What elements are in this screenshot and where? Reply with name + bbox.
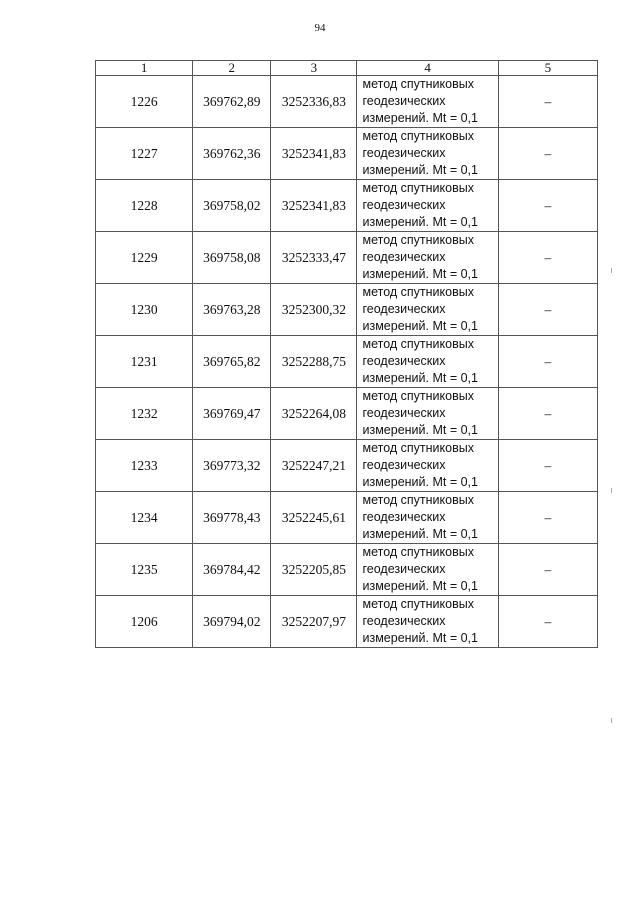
table-row (96, 76, 598, 128)
method-line: измерений. Mt = 0,1 (362, 163, 478, 177)
method-line: геодезических (362, 94, 446, 108)
point-number-cell: 1233 (96, 440, 193, 492)
x-coordinate-cell: 369765,82 (193, 336, 271, 388)
note-cell: – (498, 76, 597, 128)
method-line: измерений. Mt = 0,1 (362, 111, 478, 125)
method-line: геодезических (362, 198, 446, 212)
method-cell (357, 492, 498, 544)
table-row (96, 492, 598, 544)
method-cell (357, 388, 498, 440)
method-line: измерений. Mt = 0,1 (362, 371, 478, 385)
method-cell (357, 76, 498, 128)
note-cell: – (498, 232, 597, 284)
method-cell (357, 284, 498, 336)
y-coordinate-cell: 3252300,32 (271, 284, 357, 336)
y-coordinate-cell: 3252207,97 (271, 596, 357, 648)
method-line: метод спутниковых (362, 129, 474, 143)
point-number-cell: 1231 (96, 336, 193, 388)
method-line: метод спутниковых (362, 285, 474, 299)
table-row (96, 336, 598, 388)
note-cell: – (498, 180, 597, 232)
margin-mark (611, 718, 612, 723)
table-row (96, 596, 598, 648)
table-row (96, 180, 598, 232)
method-line: геодезических (362, 614, 446, 628)
method-line: геодезических (362, 146, 446, 160)
x-coordinate-cell: 369763,28 (193, 284, 271, 336)
point-number-cell: 1229 (96, 232, 193, 284)
method-cell (357, 440, 498, 492)
y-coordinate-cell: 3252247,21 (271, 440, 357, 492)
table-row (96, 284, 598, 336)
method-line: измерений. Mt = 0,1 (362, 475, 478, 489)
point-number-cell: 1230 (96, 284, 193, 336)
y-coordinate-cell: 3252333,47 (271, 232, 357, 284)
table-row (96, 544, 598, 596)
method-line: измерений. Mt = 0,1 (362, 423, 478, 437)
method-line: геодезических (362, 458, 446, 472)
header-col-2: 2 (193, 61, 271, 76)
table-header-row (96, 61, 598, 76)
method-line: геодезических (362, 354, 446, 368)
point-number-cell: 1206 (96, 596, 193, 648)
page-number: 94 (314, 22, 326, 34)
header-col-5: 5 (498, 61, 597, 76)
method-line: метод спутниковых (362, 545, 474, 559)
table-row (96, 388, 598, 440)
method-cell (357, 336, 498, 388)
y-coordinate-cell: 3252264,08 (271, 388, 357, 440)
x-coordinate-cell: 369762,36 (193, 128, 271, 180)
x-coordinate-cell: 369784,42 (193, 544, 271, 596)
method-line: измерений. Mt = 0,1 (362, 631, 478, 645)
table-row (96, 440, 598, 492)
x-coordinate-cell: 369758,08 (193, 232, 271, 284)
note-cell: – (498, 492, 597, 544)
point-number-cell: 1234 (96, 492, 193, 544)
point-number-cell: 1235 (96, 544, 193, 596)
header-col-4: 4 (357, 61, 498, 76)
method-line: измерений. Mt = 0,1 (362, 319, 478, 333)
method-cell (357, 180, 498, 232)
margin-mark (611, 488, 612, 493)
method-cell (357, 596, 498, 648)
x-coordinate-cell: 369769,47 (193, 388, 271, 440)
point-number-cell: 1232 (96, 388, 193, 440)
y-coordinate-cell: 3252288,75 (271, 336, 357, 388)
y-coordinate-cell: 3252205,85 (271, 544, 357, 596)
y-coordinate-cell: 3252341,83 (271, 128, 357, 180)
method-line: метод спутниковых (362, 181, 474, 195)
note-cell: – (498, 128, 597, 180)
method-line: метод спутниковых (362, 337, 474, 351)
note-cell: – (498, 388, 597, 440)
y-coordinate-cell: 3252336,83 (271, 76, 357, 128)
coordinates-table (95, 60, 598, 648)
note-cell: – (498, 336, 597, 388)
note-cell: – (498, 440, 597, 492)
note-cell: – (498, 596, 597, 648)
method-line: метод спутниковых (362, 441, 474, 455)
method-line: метод спутниковых (362, 77, 474, 91)
method-line: измерений. Mt = 0,1 (362, 527, 478, 541)
y-coordinate-cell: 3252341,83 (271, 180, 357, 232)
table-row (96, 128, 598, 180)
method-cell (357, 544, 498, 596)
method-line: измерений. Mt = 0,1 (362, 267, 478, 281)
method-line: измерений. Mt = 0,1 (362, 215, 478, 229)
method-cell (357, 232, 498, 284)
method-line: геодезических (362, 250, 446, 264)
method-line: геодезических (362, 302, 446, 316)
method-line: метод спутниковых (362, 233, 474, 247)
header-col-3: 3 (271, 61, 357, 76)
note-cell: – (498, 544, 597, 596)
method-line: метод спутниковых (362, 493, 474, 507)
note-cell: – (498, 284, 597, 336)
x-coordinate-cell: 369773,32 (193, 440, 271, 492)
method-line: измерений. Mt = 0,1 (362, 579, 478, 593)
x-coordinate-cell: 369778,43 (193, 492, 271, 544)
x-coordinate-cell: 369758,02 (193, 180, 271, 232)
x-coordinate-cell: 369762,89 (193, 76, 271, 128)
method-line: геодезических (362, 510, 446, 524)
method-line: метод спутниковых (362, 597, 474, 611)
method-line: геодезических (362, 562, 446, 576)
point-number-cell: 1228 (96, 180, 193, 232)
table-row (96, 232, 598, 284)
y-coordinate-cell: 3252245,61 (271, 492, 357, 544)
method-line: геодезических (362, 406, 446, 420)
method-cell (357, 128, 498, 180)
point-number-cell: 1227 (96, 128, 193, 180)
header-col-1: 1 (96, 61, 193, 76)
point-number-cell: 1226 (96, 76, 193, 128)
method-line: метод спутниковых (362, 389, 474, 403)
x-coordinate-cell: 369794,02 (193, 596, 271, 648)
margin-mark (611, 268, 612, 273)
